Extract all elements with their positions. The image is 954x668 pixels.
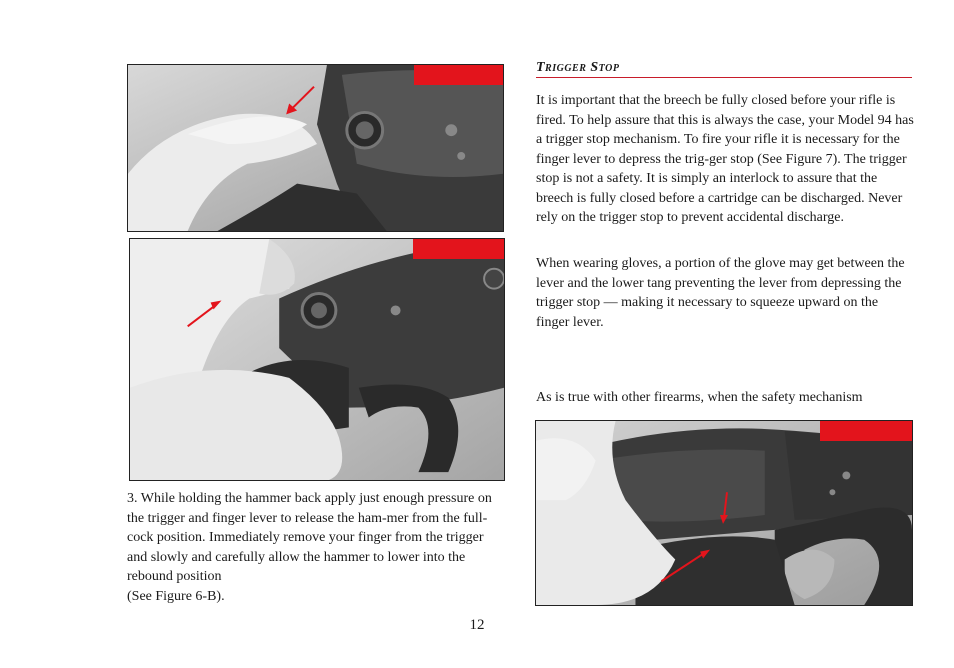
paragraph-text: It is important that the breech be fully closed before your rifle is fired. To help assure that this is always the case, your Model 94 has a trigger stop mechanism. To fire your rifle it is necessary for the finger lever to depress the trig-ger stop (See Figure 7). The trigger stop is not a safety. It is simply an interlock to assure that the breech is fully closed before a cartridge can be discharged. Never rely on the trigger stop to prevent accidental discharge. bbox=[536, 93, 914, 225]
safety-paragraph-start bbox=[536, 388, 914, 408]
trigger-stop-photo bbox=[536, 421, 912, 605]
paragraph-text: When wearing gloves, a portion of the glove may get between the lever and the lower tang preventing the lever from depressing the trigger stop — making it necessary to squeeze upward on the finger lever. bbox=[536, 256, 905, 330]
figure-label-tab bbox=[820, 421, 913, 441]
figure-mid-left bbox=[129, 238, 505, 481]
trigger-stop-paragraph-2 bbox=[536, 254, 914, 332]
step-3-text: 3. While holding the hammer back apply just enough pressure on the trigger and finger lever to release the ham-mer from the full-cock position. Immediately remove your finger from the trigger and slowly and carefully allow the hammer to lower into the rebound position bbox=[127, 491, 492, 584]
figure-label-tab bbox=[414, 65, 504, 85]
page-number: 12 bbox=[469, 617, 485, 633]
trigger-stop-paragraph-1 bbox=[536, 91, 914, 228]
figure-top-left bbox=[127, 64, 504, 232]
figure-right bbox=[535, 420, 913, 606]
hand-on-trigger-photo bbox=[130, 239, 504, 480]
hand-on-lever-photo bbox=[128, 65, 503, 231]
paragraph-text: As is true with other firearms, when the safety mechanism bbox=[536, 390, 863, 405]
figure-label-tab bbox=[413, 239, 505, 259]
step-3-figure-reference: (See Figure 6-B). bbox=[127, 588, 225, 604]
section-heading: Trigger Stop bbox=[536, 60, 912, 78]
step-3-paragraph bbox=[127, 489, 505, 606]
